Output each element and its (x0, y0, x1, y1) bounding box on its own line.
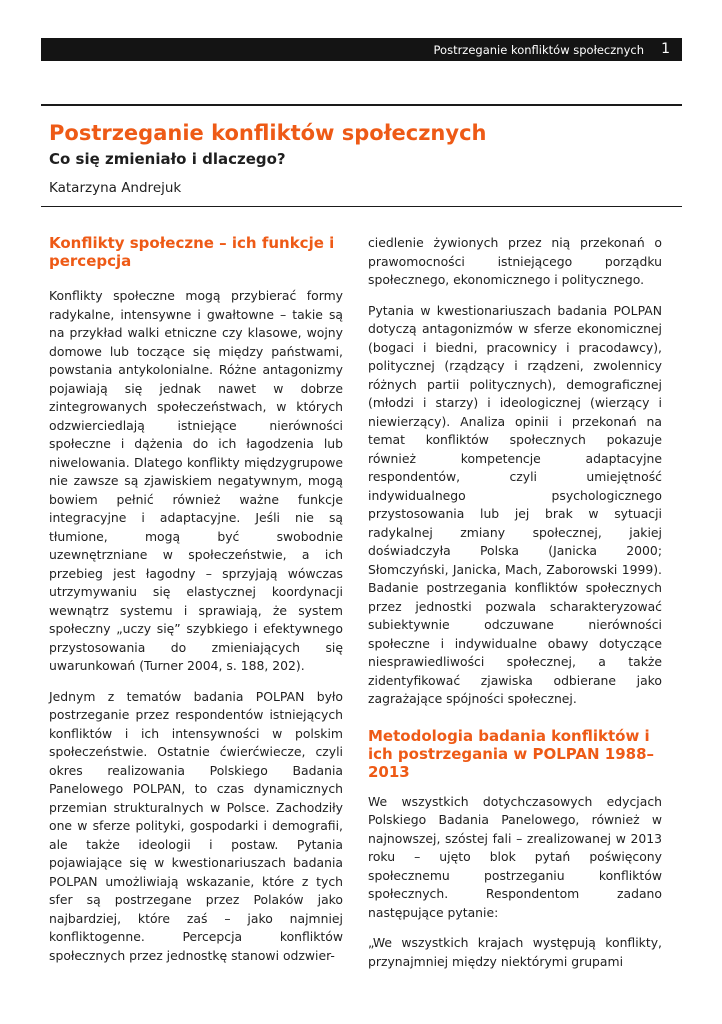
body-paragraph: Jednym z tematów badania POLPAN było postrzeganie przez respondentów istniejących konfliktów i ich intensywności w polskim społeczeństwie. Ostatnie ćwierćwiecze, czyli okres realizowania Polskiego Badania Panelowego POLPAN, to czas dynamicznych przemian strukturalnych w Polsce. Zachodziły one w sferze polityki, gospodarki i demografii, ale także ideologii i postaw. Pytania pojawiające się w kwestionariuszach badania POLPAN umożliwiają wskazanie, które z tych sfer są postrzegane przez Polaków jako najbardziej, które zaś – jako najmniej konfliktogenne. Percepcja konfliktów społecznych przez jednostkę stanowi odzwier- (49, 688, 343, 963)
top-divider (41, 104, 682, 106)
running-header (41, 38, 682, 61)
page-number: 1 (661, 41, 670, 57)
article-author: Katarzyna Andrejuk (49, 180, 182, 196)
section-heading-methodology: Metodologia badania konfliktów i ich postrzegania w POLPAN 1988–2013 (368, 726, 655, 781)
body-paragraph: Pytania w kwestionariuszach badania POLPAN dotyczą antagonizmów w sferze ekonomicznej (bogaci i biedni, pracownicy i pracodawcy), politycznej (rządzący i rządzeni, zwolennicy różnych partii politycznych), demograficznej (młodzi i starzy) i ideologicznej (wierzący i niewierzący). Analiza opinii i przekonań na temat konfliktów społecznych pokazuje również kompetencje adaptacyjne respondentów, czyli umiejętność indywidualnego psychologicznego przystosowania lub jej brak w sytuacji radykalnej zmiany społecznej, jakiej doświadczyła Polska (Janicka 2000; Słomczyński, Janicka, Mach, Zaborowski 1999). Badanie postrzegania konfliktów społecznych przez jednostki pozwala scharakteryzować subiektywnie odczuwane nierówności społeczne i indywidualne obawy dotyczące niesprawiedliwości społecznej, a także zidentyfikować zjawiska odbierane jako zagrażające spójności społecznej. (368, 302, 662, 706)
body-paragraph: „We wszystkich krajach występują konflikty, przynajmniej między niektórymi grupami (368, 935, 662, 969)
section-heading-conflicts: Konflikty społeczne – ich funkcje i percepcja (49, 234, 335, 270)
right-column (368, 234, 662, 983)
body-paragraph: Konflikty społeczne mogą przybierać formy radykalne, intensywne i gwałtowne – takie są na przykład walki etniczne czy klasowe, wojny domowe lub toczące się między państwami, powstania antykolonialne. Różne antagonizmy pojawiają się jednak nawet w dobrze zintegrowanych społeczeństwach, w których odzwierciedlają istniejące nierówności społeczne i dążenia do ich łagodzenia lub niwelowania. Dlatego konflikty międzygrupowe nie zawsze są zjawiskiem negatywnym, mogą bowiem pełnić również ważne funkcje integracyjne i adaptacyjne. Jeśli nie są tłumione, mogą być swobodnie uzewnętrzniane w społeczeństwie, a ich przebieg jest łagodny – sprzyjają wówczas utrzymywaniu się elastycznej koordynacji wewnątrz systemu i sprawiają, że system społeczny „uczy się” szybkiego i efektywnego przystosowania do zmieniających się uwarunkowań (Turner 2004, s. 188, 202). (49, 288, 343, 673)
article-subtitle: Co się zmieniało i dlaczego? (49, 150, 286, 168)
body-paragraph: ciedlenie żywionych przez nią przekonań o prawomocności istniejącego porządku społecznego, ekonomicznego i politycznego. (368, 235, 662, 287)
body-paragraph: We wszystkich dotychczasowych edycjach Polskiego Badania Panelowego, również w najnowszej, szóstej fali – zrealizowanej w 2013 roku – ujęto blok pytań poświęcony społecznemu postrzeganiu konfliktów społecznych. Respondentom zadano następujące pytanie: (368, 793, 662, 920)
running-title: Postrzeganie konfliktów społecznych (433, 43, 644, 57)
left-column (49, 234, 343, 977)
author-divider (41, 206, 682, 207)
article-title: Postrzeganie konfliktów społecznych (49, 121, 487, 145)
